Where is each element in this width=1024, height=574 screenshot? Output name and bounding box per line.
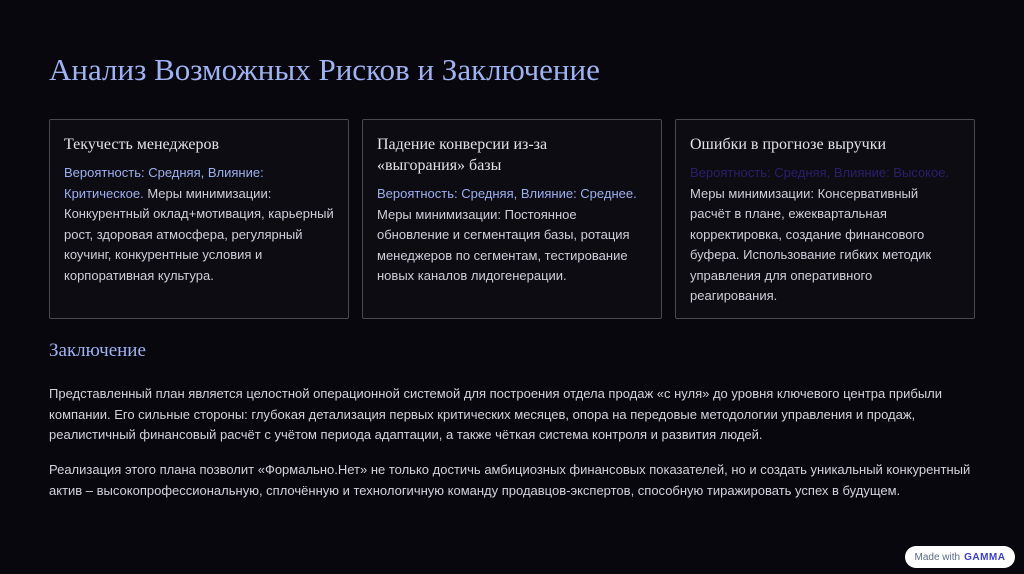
risk-card-conversion [362, 119, 662, 319]
card-text [690, 163, 960, 307]
card-text [64, 163, 334, 286]
mitigation-text: Меры минимизации: Постоянное обновление и сегментация базы, ротация менеджеров по сегментам, тестирование новых каналов лидогенерации. [377, 206, 630, 283]
card-title: Текучесть менеджеров [64, 136, 220, 153]
mitigation-text: Меры минимизации: Консервативный расчёт в плане, ежеквартальная корректировка, создание финансового буфера. Использование гибких методик управления для оперативного реагирования. [690, 185, 932, 303]
risk-card-turnover [49, 119, 349, 319]
risk-card-forecast [675, 119, 975, 319]
risk-assessment: Вероятность: Средняя, Влияние: Критическое. [64, 165, 264, 201]
badge-label: Made with [914, 551, 961, 563]
gamma-logo: GAMMA [964, 551, 1006, 563]
card-title: Ошибки в прогнозе выручки [690, 136, 887, 153]
card-text [377, 184, 647, 287]
mitigation-text: Меры минимизации: Конкурентный оклад+мотивация, карьерный рост, здоровая атмосфера, регулярный коучинг, конкурентные условия и корпоративная культура. [64, 185, 334, 283]
conclusion-heading: Заключение [49, 340, 146, 361]
card-title: Падение конверсии из-за «выгорания» базы [377, 136, 548, 174]
risk-assessment: Вероятность: Средняя, Влияние: Высокое. [690, 165, 950, 180]
page-title: Анализ Возможных Рисков и Заключение [49, 52, 600, 87]
conclusion-paragraph-1: Представленный план является целостной операционной системой для построения отдела продаж «с нуля» до уровня ключевого центра прибыли компании. Его сильные стороны: глубокая детализация первых критических месяцев, опора на передовые методологии управления и продаж, реалистичный финансовый расчёт с учётом периода адаптации, а также чёткая система контроля и развития людей. [49, 386, 943, 442]
conclusion-paragraph-2: Реализация этого плана позволит «Формально.Нет» не только достичь амбициозных финансовых показателей, но и создать уникальный конкурентный актив – высокопрофессиональную, сплочённую и технологичную команду продавцов-экспертов, способную тиражировать успех в будущем. [49, 462, 971, 498]
made-with-gamma-badge[interactable] [905, 546, 1015, 568]
risk-assessment: Вероятность: Средняя, Влияние: Среднее. [377, 186, 637, 201]
